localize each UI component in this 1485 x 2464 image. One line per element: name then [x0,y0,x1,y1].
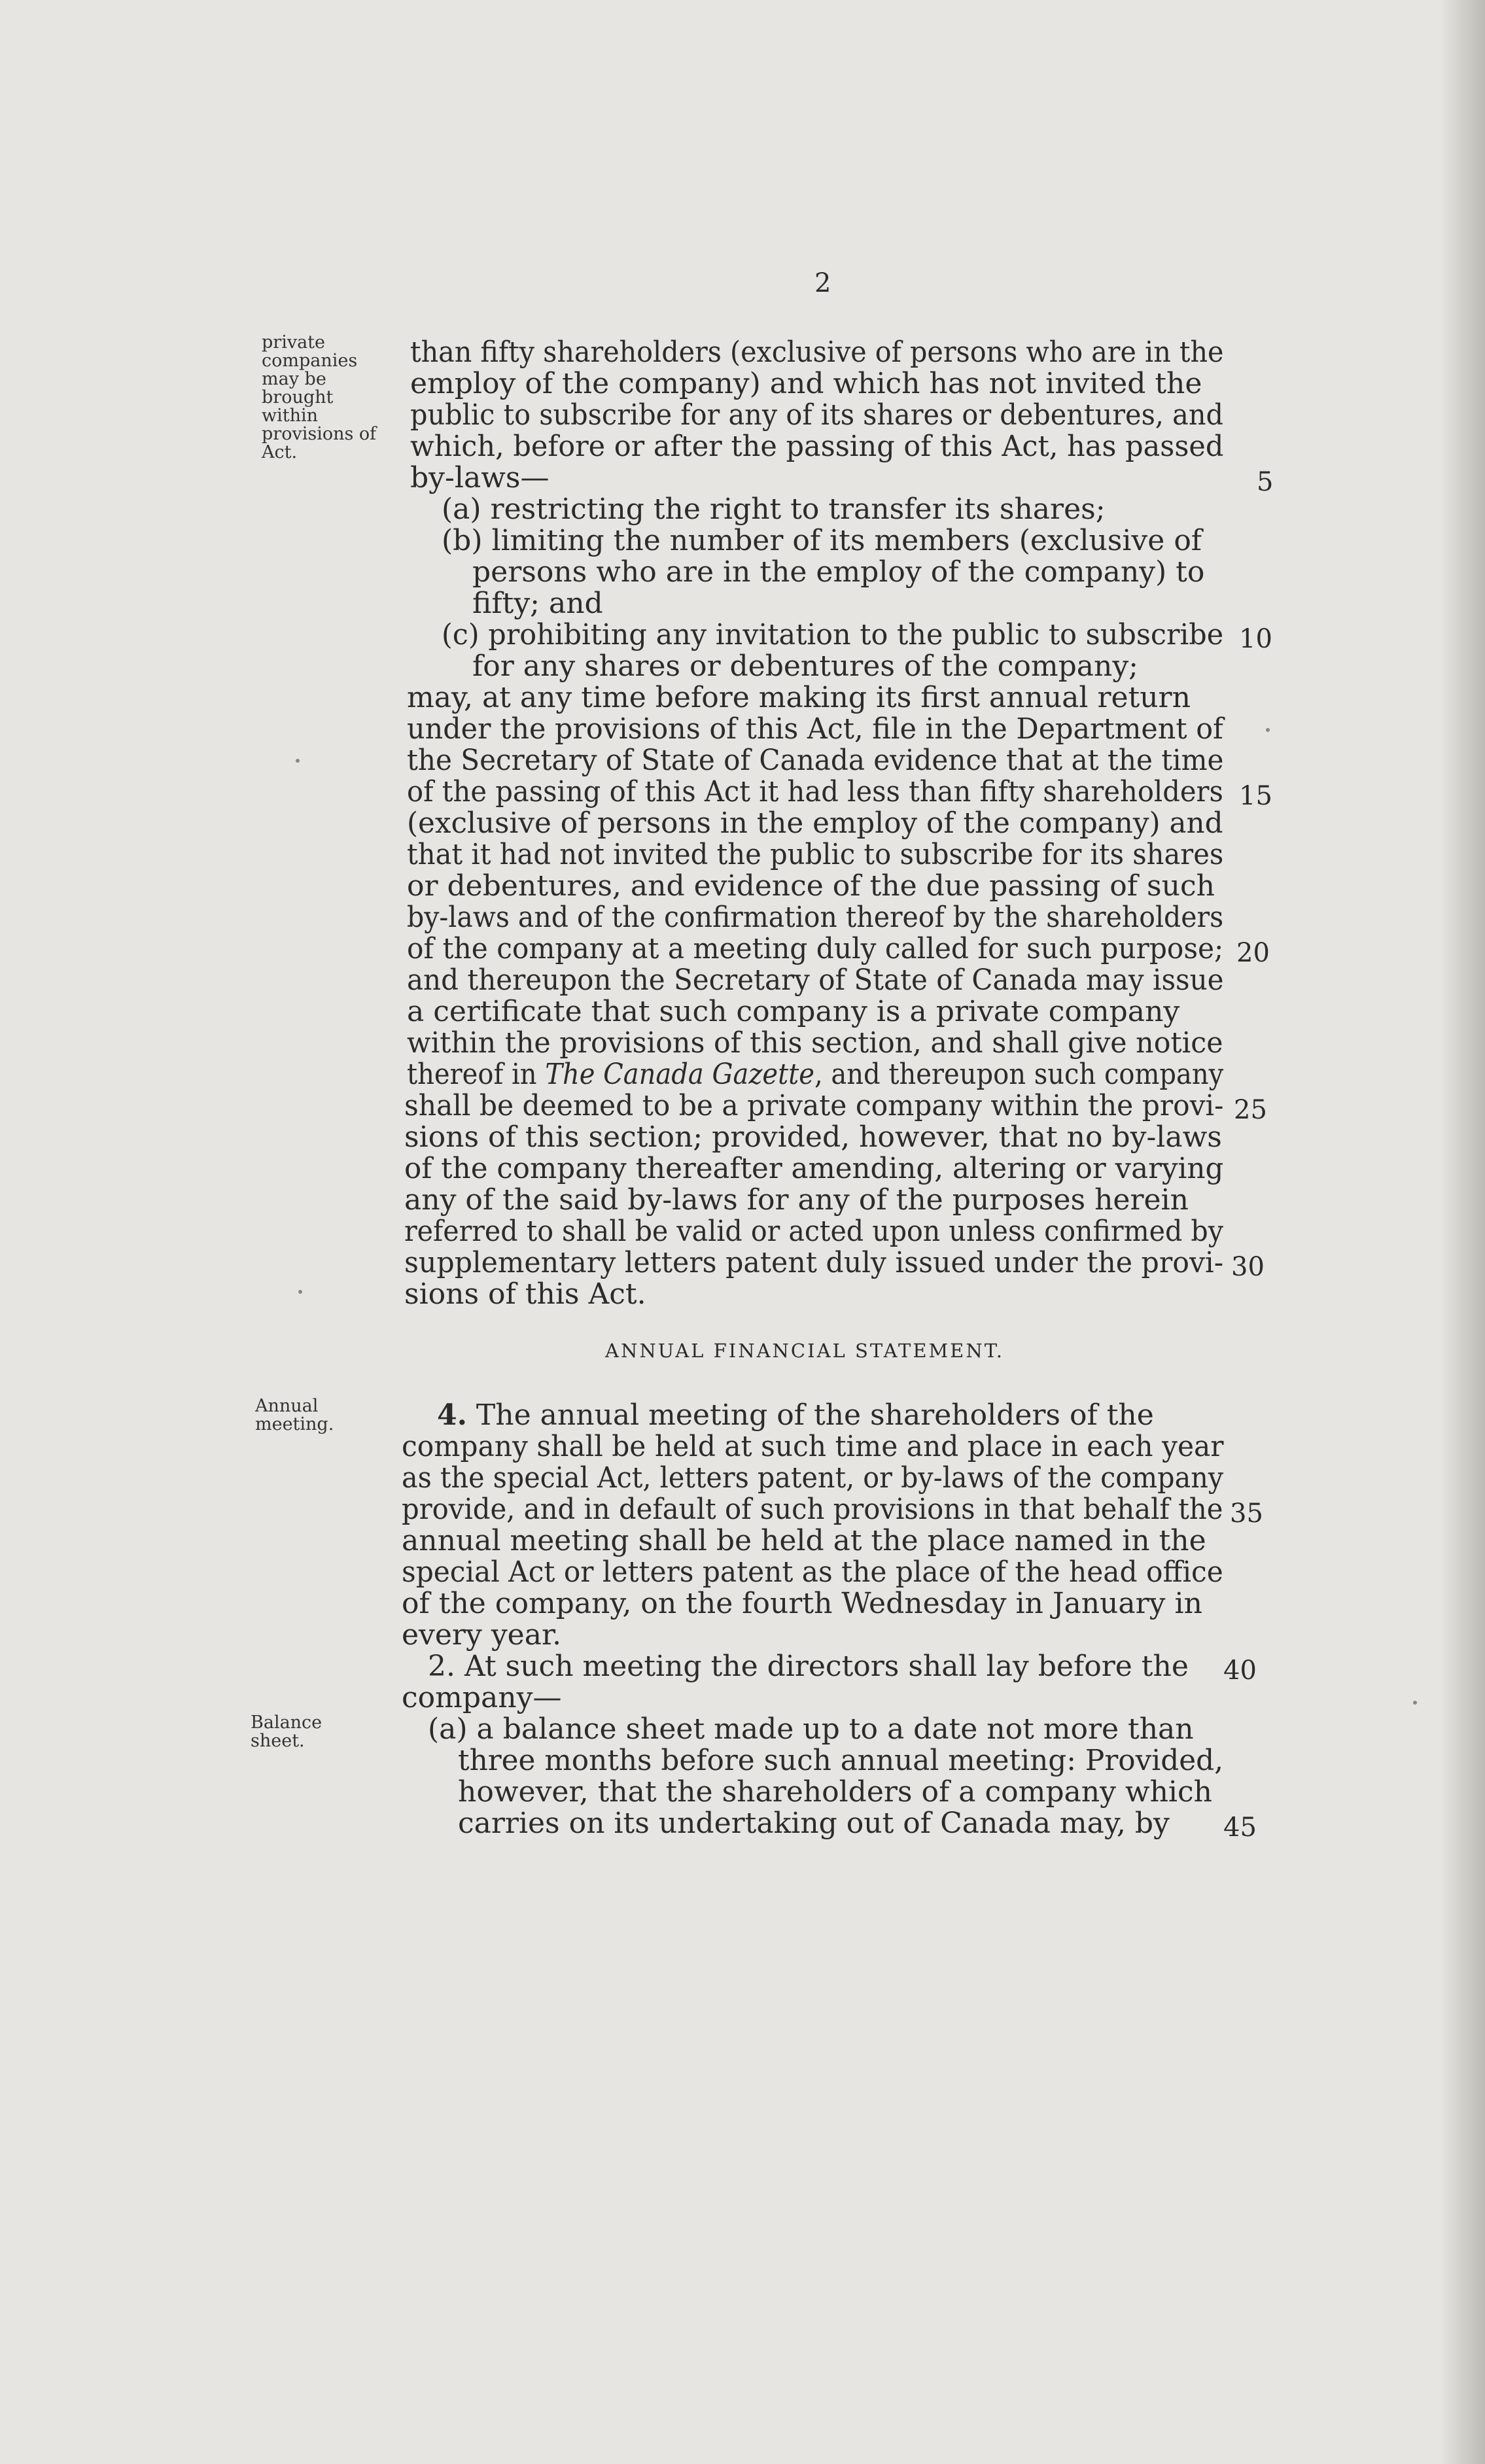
text-line: under the provisions of this Act, file in the Department of [407,712,1223,746]
sidenote-line: may be [262,369,326,389]
text-line: however, that the shareholders of a company which [458,1775,1212,1809]
sidenote-line: meeting. [255,1414,334,1434]
text-line: of the company, on the fourth Wednesday in January in [402,1587,1202,1620]
text-line: persons who are in the employ of the company) to [472,555,1205,589]
sidenote-line: Annual [255,1396,319,1416]
text-line [437,1400,1154,1431]
line-number: 5 [1257,467,1274,497]
paper-speck [1413,1701,1417,1705]
sidenote-line: brought [262,387,334,408]
text-line: special Act or letters patent as the place of the head office [402,1555,1223,1589]
text-line: fifty; and [472,587,603,620]
line-number: 30 [1231,1252,1265,1282]
text-line: a certificate that such company is a private company [407,995,1180,1028]
text-line: supplementary letters patent duly issued under the provi- [404,1246,1224,1279]
text-line: 2. At such meeting the directors shall lay before the [428,1650,1189,1683]
gazette-title: The Canada Gazette [545,1058,814,1091]
text-line: the Secretary of State of Canada evidence that at the time [407,744,1224,777]
sidenote-annual-meeting [255,1397,386,1434]
text-fragment: The annual meeting of the shareholders of the [466,1398,1154,1432]
text-line: than fifty shareholders (exclusive of persons who are in the [410,336,1224,369]
text-line: employ of the company) and which has not invited the [410,367,1202,400]
text-line: (exclusive of persons in the employ of the company) and [407,807,1223,840]
text-line: of the company at a meeting duly called for such purpose; [407,932,1224,965]
line-number: 35 [1230,1499,1263,1529]
sidenote-line: companies [262,351,358,371]
section-number: 4. [437,1398,467,1432]
sidenote-line: Act. [262,442,298,462]
clause-a: (a) restricting the right to transfer its shares; [442,493,1106,526]
text-line: or debentures, and evidence of the due passing of such [407,869,1215,903]
text-fragment: , and thereupon such company [814,1058,1224,1091]
text-line: within the provisions of this section, and shall give notice [407,1026,1223,1060]
text-line: referred to shall be valid or acted upon unless confirmed by [404,1215,1223,1248]
text-line: carries on its undertaking out of Canada may, by [458,1807,1170,1840]
line-number: 40 [1223,1656,1257,1686]
clause-b: (b) limiting the number of its members (exclusive of [442,524,1202,557]
line-number: 15 [1239,781,1272,811]
text-line-gazette [407,1059,1223,1090]
text-line: and thereupon the Secretary of State of Canada may issue [407,963,1224,997]
text-line: sions of this Act. [404,1277,646,1311]
text-line: by-laws and of the confirmation thereof by the shareholders [407,901,1224,934]
page-number: 2 [814,268,831,298]
sidenote-balance-sheet [251,1714,381,1750]
line-number: 10 [1239,624,1272,654]
text-line: that it had not invited the public to subscribe for its shares [407,838,1224,871]
paper-speck [298,1290,302,1294]
text-line: company— [402,1681,562,1714]
line-number: 25 [1234,1095,1267,1125]
sidenote-line: Balance [251,1712,323,1733]
sidenote-private-companies [262,334,393,462]
text-line: sions of this section; provided, however, that no by-laws [404,1120,1222,1154]
text-line: public to subscribe for any of its shares or debentures, and [410,398,1224,432]
text-line: by-laws— [410,461,550,495]
sidenote-line: provisions of [262,424,377,444]
clause-c: (c) prohibiting any invitation to the public to subscribe [442,618,1224,651]
text-line: annual meeting shall be held at the place named in the [402,1524,1206,1557]
text-line: any of the said by-laws for any of the purposes herein [404,1183,1189,1217]
section-heading: ANNUAL FINANCIAL STATEMENT. [605,1340,1005,1362]
paper-speck [296,759,300,763]
page-edge-shadow [1439,0,1485,2464]
line-number: 20 [1236,938,1270,968]
line-number: 45 [1223,1813,1257,1843]
text-line: shall be deemed to be a private company within the provi- [404,1089,1224,1122]
text-line: three months before such annual meeting: Provided, [458,1744,1224,1777]
text-line: every year. [402,1618,562,1652]
text-line: company shall be held at such time and place in each year [402,1430,1224,1463]
text-line: as the special Act, letters patent, or by-laws of the company [402,1461,1224,1495]
text-line: may, at any time before making its first annual return [407,681,1191,714]
sidenote-line: within [262,406,319,426]
text-line: for any shares or debentures of the company; [472,650,1138,683]
sidenote-line: private [262,332,326,353]
clause-a: (a) a balance sheet made up to a date not more than [428,1712,1194,1746]
text-line: which, before or after the passing of this Act, has passed [410,430,1224,463]
text-fragment: thereof in [407,1058,546,1091]
text-line: of the company thereafter amending, altering or varying [404,1152,1224,1185]
text-line: of the passing of this Act it had less than fifty shareholders [407,775,1223,808]
sidenote-line: sheet. [251,1731,305,1751]
text-line: provide, and in default of such provisions in that behalf the [402,1493,1223,1526]
paper-speck [1266,728,1270,732]
